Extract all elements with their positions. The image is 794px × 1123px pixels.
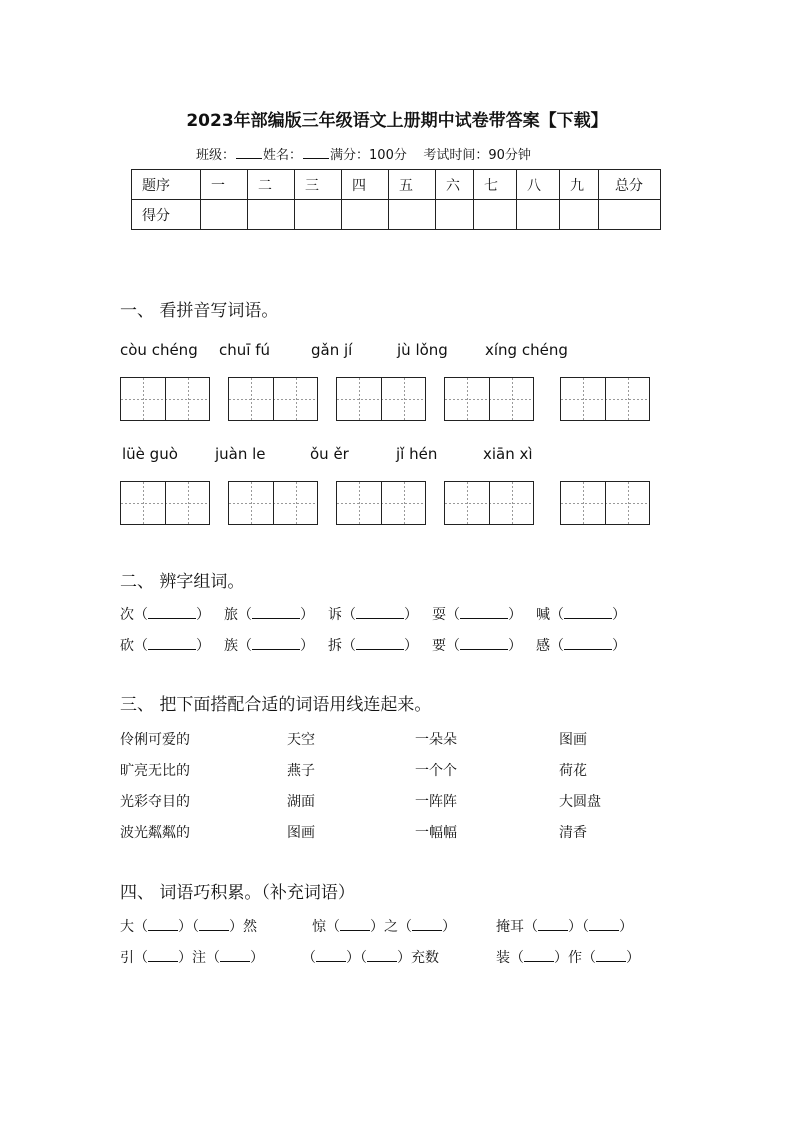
writing-box[interactable]	[444, 481, 534, 525]
char-item: 族（ ）	[224, 635, 314, 655]
pinyin-1-4: jù lǒng	[397, 341, 448, 359]
score-cell[interactable]	[295, 200, 342, 230]
page-title: 2023年部编版三年级语文上册期中试卷带答案【下载】	[186, 111, 608, 131]
match-item[interactable]: 一个个	[415, 763, 457, 779]
writing-box[interactable]	[120, 481, 210, 525]
writing-box[interactable]	[444, 377, 534, 421]
match-item[interactable]: 图画	[287, 825, 315, 841]
match-item[interactable]: 一阵阵	[415, 794, 457, 810]
writing-box[interactable]	[560, 377, 650, 421]
score-cell[interactable]	[560, 200, 599, 230]
char-item: 砍（ ）	[120, 635, 210, 655]
writing-box[interactable]	[120, 377, 210, 421]
match-item[interactable]: 波光粼粼的	[120, 825, 190, 841]
writing-box[interactable]	[336, 377, 426, 421]
answer-blank[interactable]	[564, 604, 612, 619]
match-item[interactable]: 燕子	[287, 763, 315, 779]
answer-blank[interactable]	[460, 635, 508, 650]
idiom-item: 掩耳（ ）（ ）	[496, 916, 633, 936]
exam-info	[196, 144, 531, 163]
table-cell: 得分	[132, 200, 201, 230]
writing-box[interactable]	[336, 481, 426, 525]
pinyin-2-5: xiān xì	[483, 445, 533, 463]
table-cell: 八	[517, 170, 560, 200]
answer-blank[interactable]	[356, 604, 404, 619]
answer-blank[interactable]	[252, 635, 300, 650]
exam-time: 考试时间：90分钟	[423, 148, 531, 163]
score-cell[interactable]	[248, 200, 295, 230]
answer-blank[interactable]	[589, 916, 619, 931]
char-item: 耍（ ）	[432, 604, 522, 624]
section2-heading: 二、 辨字组词。	[120, 572, 245, 592]
pinyin-1-5: xíng chéng	[485, 341, 568, 359]
char-item: 拆（ ）	[328, 635, 418, 655]
answer-blank[interactable]	[367, 947, 397, 962]
char-item: 要（ ）	[432, 635, 522, 655]
char-item: 感（ ）	[536, 635, 626, 655]
class-label: 班级：	[196, 148, 236, 163]
table-cell: 七	[474, 170, 517, 200]
table-cell: 总分	[599, 170, 661, 200]
answer-blank[interactable]	[252, 604, 300, 619]
idiom-item: 引（ ）注（ ）	[120, 947, 264, 967]
idiom-item: 大（ ）（ ）然	[120, 916, 257, 936]
table-cell: 四	[342, 170, 389, 200]
full-score: 满分：100分	[330, 148, 407, 163]
class-blank[interactable]	[236, 146, 262, 159]
pinyin-2-3: ǒu ěr	[310, 445, 349, 463]
score-cell[interactable]	[342, 200, 389, 230]
writing-box[interactable]	[228, 377, 318, 421]
pinyin-1-1: còu chéng	[120, 341, 198, 359]
answer-blank[interactable]	[538, 916, 568, 931]
pinyin-1-3: gǎn jí	[311, 341, 353, 359]
char-item: 次（ ）	[120, 604, 210, 624]
answer-blank[interactable]	[524, 947, 554, 962]
answer-blank[interactable]	[148, 947, 178, 962]
table-cell: 九	[560, 170, 599, 200]
table-cell: 二	[248, 170, 295, 200]
answer-blank[interactable]	[340, 916, 370, 931]
pinyin-2-2: juàn le	[215, 445, 266, 463]
score-cell[interactable]	[599, 200, 661, 230]
char-item: 旅（ ）	[224, 604, 314, 624]
score-cell[interactable]	[474, 200, 517, 230]
match-item[interactable]: 伶俐可爱的	[120, 732, 190, 748]
section1-heading: 一、 看拼音写词语。	[120, 301, 279, 321]
pinyin-2-1: lüè guò	[122, 445, 178, 463]
table-cell: 三	[295, 170, 342, 200]
answer-blank[interactable]	[148, 604, 196, 619]
match-item[interactable]: 光彩夺目的	[120, 794, 190, 810]
name-blank[interactable]	[303, 146, 329, 159]
idiom-item: （ ）（ ）充数	[302, 947, 439, 967]
pinyin-1-2: chuī fú	[219, 341, 270, 359]
writing-box[interactable]	[560, 481, 650, 525]
match-item[interactable]: 图画	[559, 732, 587, 748]
table-cell: 一	[201, 170, 248, 200]
match-item[interactable]: 大圆盘	[559, 794, 601, 810]
match-item[interactable]: 一朵朵	[415, 732, 457, 748]
answer-blank[interactable]	[356, 635, 404, 650]
score-table-row	[132, 200, 661, 230]
match-item[interactable]: 荷花	[559, 763, 587, 779]
score-cell[interactable]	[517, 200, 560, 230]
idiom-item: 惊（ ）之（ ）	[312, 916, 456, 936]
score-cell[interactable]	[201, 200, 248, 230]
score-cell[interactable]	[436, 200, 474, 230]
match-item[interactable]: 旷亮无比的	[120, 763, 190, 779]
char-item: 喊（ ）	[536, 604, 626, 624]
table-cell: 六	[436, 170, 474, 200]
writing-box[interactable]	[228, 481, 318, 525]
idiom-item: 装（ ）作（ ）	[496, 947, 640, 967]
match-item[interactable]: 天空	[287, 732, 315, 748]
answer-blank[interactable]	[220, 947, 250, 962]
score-table-header	[132, 170, 661, 200]
match-item[interactable]: 湖面	[287, 794, 315, 810]
section4-heading: 四、 词语巧积累。（补充词语）	[120, 883, 355, 903]
answer-blank[interactable]	[148, 916, 178, 931]
table-cell: 五	[389, 170, 436, 200]
section3-heading: 三、 把下面搭配合适的词语用线连起来。	[120, 695, 432, 715]
answer-blank[interactable]	[596, 947, 626, 962]
char-item: 诉（ ）	[328, 604, 418, 624]
table-cell: 题序	[132, 170, 201, 200]
pinyin-2-4: jǐ hén	[396, 445, 438, 463]
match-item[interactable]: 一幅幅	[415, 825, 457, 841]
answer-blank[interactable]	[460, 604, 508, 619]
answer-blank[interactable]	[148, 635, 196, 650]
name-label: 姓名：	[263, 148, 303, 163]
answer-blank[interactable]	[412, 916, 442, 931]
match-item[interactable]: 清香	[559, 825, 587, 841]
score-table	[131, 169, 661, 230]
score-cell[interactable]	[389, 200, 436, 230]
answer-blank[interactable]	[564, 635, 612, 650]
answer-blank[interactable]	[316, 947, 346, 962]
answer-blank[interactable]	[199, 916, 229, 931]
